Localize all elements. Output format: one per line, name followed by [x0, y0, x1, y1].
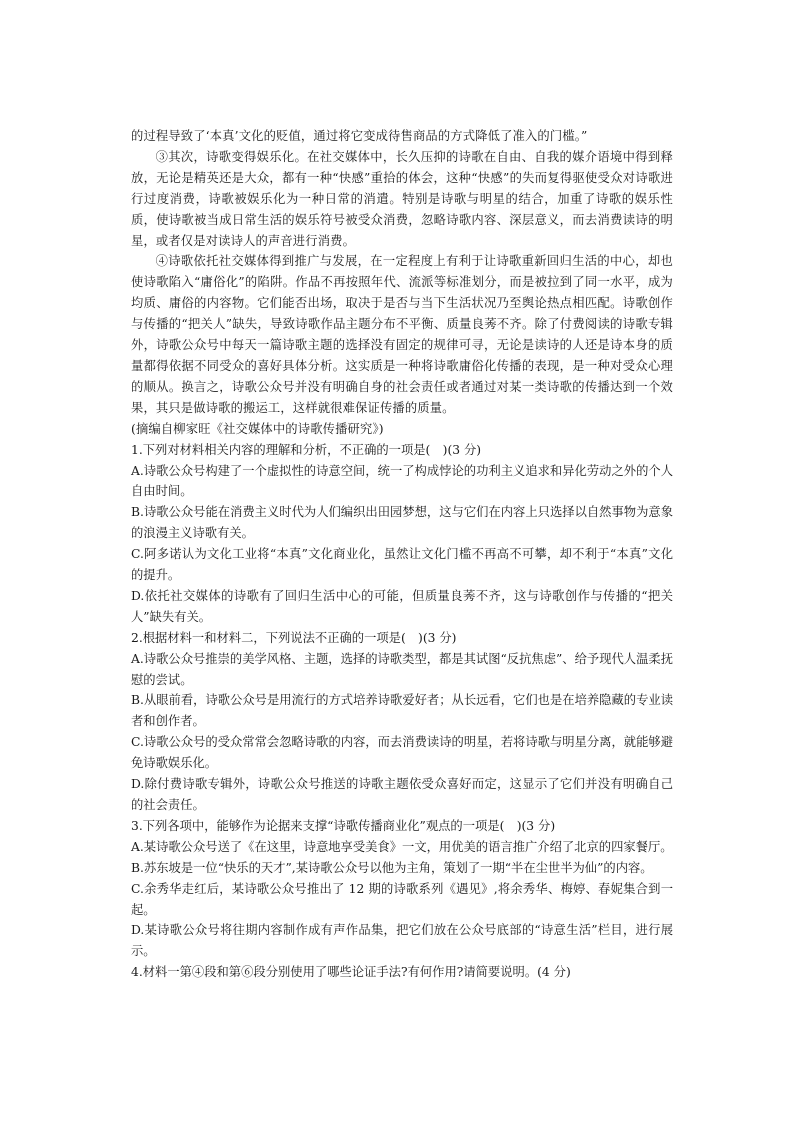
option-c: C.余秀华走红后，某诗歌公众号推出了 12 期的诗歌系列《遇见》,将余秀华、梅婷、春妮集合到一起。 [131, 881, 673, 917]
passage-source: (摘编自柳家旺《社交媒体中的诗歌传播研究》) [131, 421, 384, 436]
question-2 [131, 628, 673, 816]
question-4 [131, 962, 673, 983]
question-stem: 4.材料一第④段和第⑥段分别使用了哪些论证手法?有何作用?请简要说明。(4 分) [131, 965, 571, 980]
option-a: A.诗歌公众号构建了一个虚拟性的诗意空间，统一了构成悖论的功利主义追求和异化劳动之外的个人自由时间。 [131, 463, 673, 499]
option-b: B.诗歌公众号能在消费主义时代为人们编织出田园梦想，这与它们在内容上只选择以自然事物为意象的浪漫主义诗歌有关。 [131, 505, 673, 541]
option-d: D.某诗歌公众号将往期内容制作成有声作品集，把它们放在公众号底部的“诗意生活”栏目，进行展示。 [131, 923, 673, 959]
question-1 [131, 440, 673, 628]
question-stem: 2.根据材料一和材料二，下列说法不正确的一项是( )(3 分) [131, 630, 457, 645]
option-a: A.某诗歌公众号送了《在这里，诗意地享受美食》一文，用优美的语言推广介绍了北京的四家餐厅。 [131, 839, 673, 854]
option-c: C.阿多诺认为文化工业将“本真”文化商业化，虽然让文化门槛不再高不可攀，却不利于“本真”文化的提升。 [131, 547, 673, 583]
passage-paragraph-4: ④诗歌依托社交媒体得到推广与发展，在一定程度上有利于让诗歌重新回归生活的中心，却也使诗歌陷入“庸俗化”的陷阱。作品不再按照年代、流派等标准划分，而是被拉到了同一水平，成为均质、庸俗的内容物。它们能否出场，取决于是否与当下生活状况乃至舆论热点相匹配。诗歌创作与传播的“把关人”缺失，导致诗歌作品主题分布不平衡、质量良莠不齐。除了付费阅读的诗歌专辑外，诗歌公众号中每天一篇诗歌主题的选择没有固定的规律可寻，无论是读诗的人还是诗本身的质量都得依据不同受众的喜好具体分析。这实质是一种将诗歌庸俗化传播的表现，是一种对受众心理的顺从。换言之，诗歌公众号并没有明确自身的社会责任或者通过对某一类诗歌的传播达到一个效果，其只是做诗歌的搬运工，这样就很难保证传播的质量。 [131, 254, 673, 415]
passage-paragraph-continued: 的过程导致了‘本真’文化的贬值，通过将它变成待售商品的方式降低了准入的门槛。” [131, 129, 588, 143]
option-a: A.诗歌公众号推崇的美学风格、主题，选择的诗歌类型，都是其试图“反抗焦虑”、给予现代人温柔抚慰的尝试。 [131, 651, 673, 687]
passage-paragraph-3: ③其次，诗歌变得娱乐化。在社交媒体中，长久压抑的诗歌在自由、自我的媒介语境中得到释放，无论是精英还是大众，都有一种“快感”重拾的体会，这种“快感”的失而复得驱使受众对诗歌进行过度消费，诗歌被娱乐化为一种日常的消遣。特别是诗歌与明星的结合，加重了诗歌的娱乐性质，使诗歌被当成日常生活的娱乐符号被受众消费，忽略诗歌内容、深层意义，而去消费读诗的明星，或者仅是对读诗人的声音进行消费。 [131, 149, 673, 248]
question-stem: 3.下列各项中，能够作为论据来支撑“诗歌传播商业化”观点的一项是( )(3 分) [131, 818, 556, 833]
question-stem: 1.下列对材料相关内容的理解和分析，不正确的一项是( )(3 分) [131, 442, 482, 457]
option-b: B.从眼前看，诗歌公众号是用流行的方式培养诗歌爱好者；从长远看，它们也是在培养隐藏的专业读者和创作者。 [131, 693, 673, 729]
option-d: D.除付费诗歌专辑外，诗歌公众号推送的诗歌主题依受众喜好而定，这显示了它们并没有明确自己的社会责任。 [131, 777, 673, 812]
document-page [131, 126, 673, 983]
option-d: D.依托社交媒体的诗歌有了回归生活中心的可能，但质量良莠不齐，这与诗歌创作与传播的“把关人”缺失有关。 [131, 588, 673, 624]
question-3 [131, 816, 673, 962]
option-b: B.苏东坡是一位“快乐的天才”,某诗歌公众号以他为主角，策划了一期“半在尘世半为仙”的内容。 [131, 860, 653, 875]
option-c: C.诗歌公众号的受众常常会忽略诗歌的内容，而去消费读诗的明星，若将诗歌与明星分离，就能够避免诗歌娱乐化。 [131, 735, 673, 771]
